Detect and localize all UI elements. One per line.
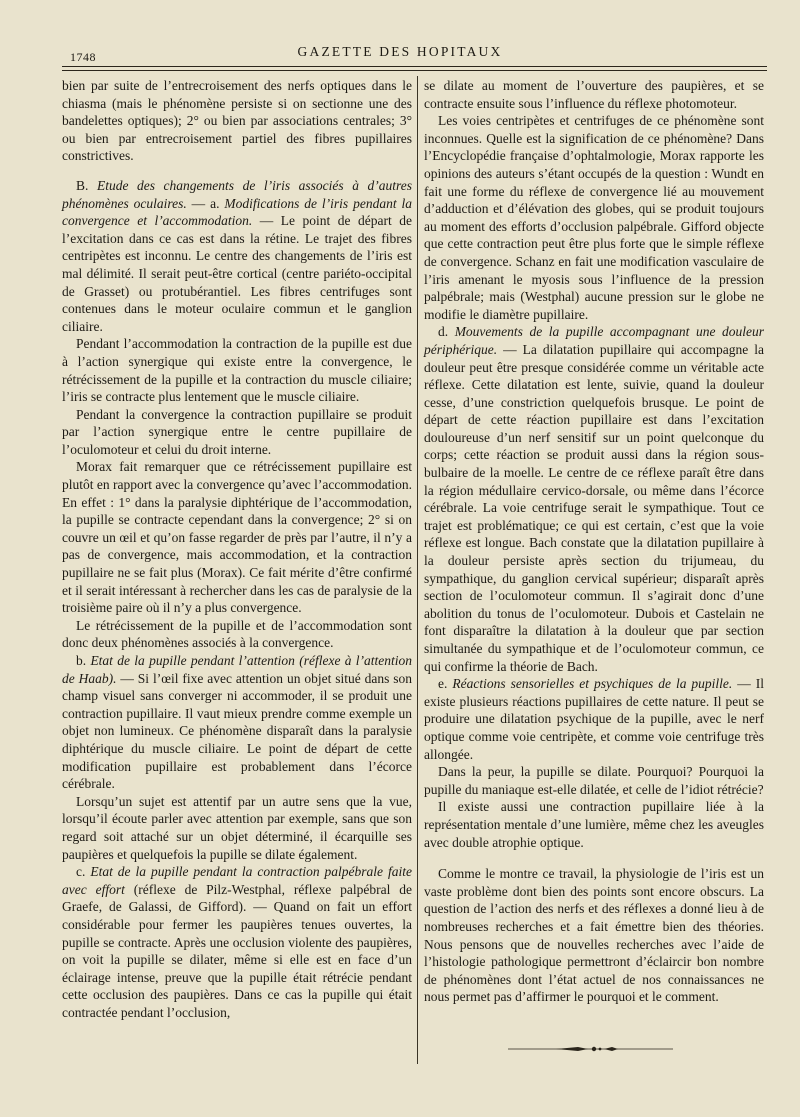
header-rule	[62, 66, 767, 67]
right-column	[424, 77, 764, 1006]
subsection-parenthetical: (réflexe à l’attention de Haab).	[62, 653, 413, 686]
paragraph-text: — Le point de départ de l’excitation dans ce cas est dans la rétine. Le trajet des fibres centripètes est inconnu. Le centre des changements de l’iris est mal délimité. Il serait peut-être cortical (centre pariéto-occipital de Grasset) ou protubérantiel. Les fibres centrifuges sont contenues dans le moteur oculaire commun et le ganglion ciliaire.	[62, 213, 412, 334]
subsection-letter: b.	[76, 653, 87, 668]
subsection-title: Modifications de l’iris pendant la convergence et l’accommodation.	[62, 195, 412, 229]
paragraph: Il existe aussi une contraction pupillaire liée à la représentation mentale d’une lumière, même chez les aveugles avec double atrophie optique.	[424, 799, 764, 850]
paragraph-text: — Si l’œil fixe avec attention un objet situé dans son champ visuel sans converger ni accommoder, il se produit une contraction pupillaire. Il vaut mieux prendre comme exemple un objet non lumineux. Ce phénomène disparaît dans la paralysie diphtérique du muscle ciliaire. Le point de départ de cette modification pupillaire est probablement dans l’écorce cérébrale.	[62, 670, 412, 792]
running-title: GAZETTE DES HOPITAUX	[297, 44, 503, 59]
section-b-paragraph	[62, 177, 412, 335]
paragraph: se dilate au moment de l’ouverture des paupières, et se contracte ensuite sous l’influence du réflexe photomoteur.	[424, 78, 764, 111]
subsection-letter: c.	[76, 864, 86, 880]
subsection-e-paragraph	[424, 675, 764, 763]
paragraph: Pendant l’accommodation la contraction de la pupille est due à l’action synergique qui existe entre la convergence, le rétrécissement de la pupille et la contraction du muscle ciliaire; l’iris se contracte plus lentement que le muscle ciliaire.	[62, 336, 412, 405]
paragraph: Le rétrécissement de la pupille et de l’accommodation sont donc deux phénomènes associés à la convergence.	[62, 617, 412, 651]
subsection-title: Réactions sensorielles et psychiques de la pupille.	[452, 676, 733, 692]
subsection-title: Etat de la pupille pendant l’attention	[90, 653, 295, 668]
subsection-title: Etat de la pupille pendant la contraction palpébrale faite avec effort	[62, 864, 413, 897]
conclusion-paragraph: Comme le montre ce travail, la physiologie de l’iris est un vaste problème dont bien des points sont encore obscurs. La question de l’action des nerfs et des réflexes a donné lieu à de nombreuses recherches et a fait émettre bien des théories. Nous pensons que de nouvelles recherches avec l’aide de l’histologie pathologique permettront d’éclaircir bon nombre de phénomènes dont l’état actuel de nos connaissances ne nous permet pas d’affirmer le pourquoi et le comment.	[424, 866, 764, 1005]
subsection-title: Mouvements de la pupille accompagnant une douleur périphérique.	[424, 324, 764, 357]
section-title: Etude des changements de l’iris associés à d’autres phénomènes oculaires.	[62, 177, 413, 211]
paragraph: Pendant la convergence la contraction pupillaire se produit par l’action synergique entre le centre pupillaire de l’oculomoteur et celui du droit interne.	[62, 406, 412, 457]
subsection-d-paragraph	[424, 323, 764, 675]
page-number: 1748	[70, 50, 96, 64]
section-letter: B.	[76, 177, 89, 193]
paragraph: bien par suite de l’entrecroisement des nerfs optiques dans le chiasma (mais le phénomène persiste si on sectionne une des bandelettes optiques); 2° ou bien par associations centrales; 3° ou bien par entrecroisement partiel des fibres pupillaires constrictives.	[62, 78, 412, 164]
end-ornament-icon	[508, 1044, 673, 1054]
subsection-letter: e.	[438, 676, 448, 692]
paragraph: Dans la peur, la pupille se dilate. Pourquoi? Pourquoi la pupille du maniaque est-elle dilatée, et celle de l’idiot rétrécie?	[424, 764, 764, 797]
paragraph-text: — La dilatation pupillaire qui accompagne la douleur peut être presque considérée comme un véritable acte réflexe. Cette dilatation est lente, suivie, quand la douleur cesse, d’une constriction quelquefois brusque. Le point de départ de cette réaction pupillaire est dans l’excitation douloureuse d’un nerf sensitif sur un point quelconque du corps; cette réaction se produit aussi dans la région sous-bulbaire de la moelle. Le centre de ce réflexe paraît être dans la région médullaire cervico-dorsale, ou même dans l’écorce cérébrale. La voie centrifuge serait le sympathique. Tout ce trajet est problématique; ce qui est certain, c’est que la voie réflexe est longue. Bach constate que la dilatation pupillaire à la douleur persiste après section du trijumeau, du sympathique, du ganglion cervical supérieur; disparaît après section de l’oculomoteur commun. Il s’agirait donc d’une abolition du tonus de l’oculomoteur. Dubois et Castelain ne font disparaître la dilatation à la douleur que par section simultanée du sympathique et de l’oculomoteur commun, ce qui confirme la théorie de Bach.	[424, 341, 764, 674]
paragraph: Morax fait remarquer que ce rétrécissement pupillaire est plutôt en rapport avec la convergence qu’avec l’accommodation. En effet : 1° dans la paralysie diphtérique de l’accommodation, la pupille se contracte cependant dans la convergence; 2° si on couvre un œil et qu’on fasse regarder de près par l’autre, il n’y a pas de convergence, mais accommodation, et la contraction pupillaire ne se fait plus (Morax). Ce fait mérite d’être confirmé et il serait intéressant à rechercher dans les cas de paralysie de la troisième paire où il n’y a plus convergence.	[62, 459, 412, 616]
subsection-c-paragraph	[62, 863, 412, 1021]
paragraph-text: (réflexe de Pilz-Westphal, réflexe palpébral de Graefe, de Galassi, de Gifford). — Quand on fait un effort considérable pour fermer les paupières tenues ouvertes, la pupille se contracte. Après une occlusion violente des paupières, on voit la pupille se dilater, même si elle est en face d’un éclairage intense, preuve que la pupille était rétrécie pendant cette occlusion des paupières. Dans ce cas la pupille qui était contractée pendant l’occlusion,	[62, 881, 412, 1020]
paragraph-text: — Il existe plusieurs réactions pupillaires de cette nature. Il peut se produire une dilatation psychique de la pupille, avec le nerf optique comme voie centripète, et comme voie centrifuge très allongée.	[424, 676, 764, 762]
column-divider	[417, 76, 418, 1064]
section-dash: — a.	[186, 195, 220, 211]
header-rule-thin	[62, 70, 767, 71]
subsection-letter: d.	[438, 324, 449, 340]
paragraph: Lorsqu’un sujet est attentif par un autre sens que la vue, lorsqu’il écoute parler avec attention par exemple, sans que son regard soit attaché sur un objet déterminé, il écarquille ses paupières et quelquefois la pupille se dilate également.	[62, 793, 412, 862]
subsection-b-paragraph	[62, 652, 412, 793]
left-column	[62, 77, 412, 1021]
paragraph: Les voies centripètes et centrifuges de ce phénomène sont inconnues. Quelle est la signification de ce phénomène? Dans l’Encyclopédie française d’ophtalmologie, Morax rapporte les opinions des auteurs s’étant occupés de la question : Wundt en fait une forme du réflexe de convergence lié au mouvement d’adduction et d’élévation des globes, qui se produit toujours au moment des efforts d’occlusion palpébrale. Gifford objecte que cette contraction peut être plus forte que le simple réflexe de convergence. Schanz en fait une modification vasculaire de l’iris amenant le myosis sous l’influence de la pression palpébrale; mais (Westphal) aucune pression sur le globe ne modifie le diamètre pupillaire.	[424, 113, 764, 322]
